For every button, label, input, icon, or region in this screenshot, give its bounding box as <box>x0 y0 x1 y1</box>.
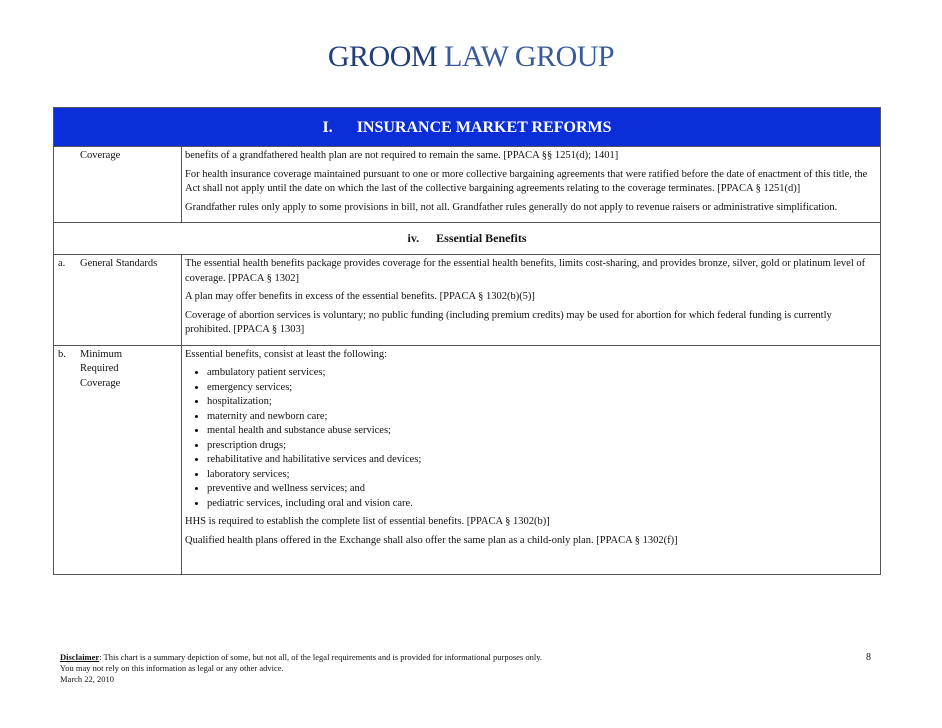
list-item: • mental health and substance abuse services; <box>207 424 874 439</box>
summary-table <box>53 107 881 575</box>
page-number: 8 <box>866 652 871 663</box>
paragraph: Grandfather rules only apply to some provisions in bill, not all. Grandfather rules generally do not apply to revenue raisers or administrative simplification. <box>185 201 838 213</box>
logo-part2: LAW GROUP <box>444 40 615 73</box>
row-content-cell <box>182 147 880 222</box>
list-item: • laboratory services; <box>207 468 874 483</box>
paragraph: HHS is required to establish the complete list of essential benefits. [PPACA § 1302(b)] <box>185 516 550 527</box>
list-item: • ambulatory patient services; <box>207 366 874 381</box>
paragraph: Qualified health plans offered in the Exchange shall also offer the same plan as a child-only plan. [PPACA § 1302(f)] <box>185 534 678 546</box>
section-title: INSURANCE MARKET REFORMS <box>356 119 612 136</box>
table-row-coverage <box>54 147 880 223</box>
subsection-title: Essential Benefits <box>436 231 527 245</box>
list-item: • preventive and wellness services; and <box>207 482 874 497</box>
disclaimer-text: : This chart is a summary depiction of some, but not all, of the legal requirements and is provided for informational purposes only. <box>99 652 543 662</box>
footer <box>60 652 760 685</box>
section-numeral: I. <box>322 119 333 136</box>
disclaimer-line <box>60 652 760 663</box>
paragraph: Essential benefits, consist at least the following: <box>185 348 388 360</box>
table-row-minimum-required-coverage <box>54 346 880 574</box>
paragraph: benefits of a grandfathered health plan are not required to remain the same. [PPACA §§ 1251(d); 1401] <box>185 150 619 161</box>
paragraph: A plan may offer benefits in excess of the essential benefits. [PPACA § 1302(b)(5)] <box>185 291 535 302</box>
row-label: General Standards <box>80 258 158 269</box>
subsection-numeral: iv. <box>407 231 420 245</box>
row-label: Coverage <box>80 150 121 161</box>
paragraph: For health insurance coverage maintained pursuant to one or more collective bargaining agreements that were ratified before the date of enactment of this title, the Act shall not apply until the date on which the last of the collective bargaining agreements relating to the coverage terminates. [PPACA § 1251(d)] <box>185 168 868 194</box>
row-letter: a. <box>58 258 66 269</box>
subsection-header <box>54 223 880 255</box>
disclaimer-label: Disclaimer <box>60 652 100 662</box>
footer-line2: You may not rely on this information as legal or any other advice. <box>60 663 284 673</box>
groom-law-group-logo <box>0 40 942 74</box>
row-letter: b. <box>58 348 66 360</box>
row-content-cell <box>182 346 880 574</box>
logo-part1: GROOM <box>327 40 438 73</box>
essential-benefits-list <box>185 366 874 511</box>
row-label: Minimum Required Coverage <box>80 348 123 389</box>
row-label-cell <box>54 255 182 345</box>
row-content-cell <box>182 255 880 345</box>
paragraph: Coverage of abortion services is voluntary; no public funding (including premium credits) may be used for abortion for which federal funding is currently prohibited. [PPACA § 1303] <box>185 309 832 335</box>
list-item: • rehabilitative and habilitative services and devices; <box>207 453 874 468</box>
row-label-cell <box>54 147 182 222</box>
section-header <box>54 108 880 147</box>
paragraph: The essential health benefits package provides coverage for the essential health benefits, limits cost-sharing, and provides bronze, silver, gold or platinum level of coverage. [PPACA § 1302] <box>185 258 866 284</box>
list-item: • pediatric services, including oral and vision care. <box>207 497 874 512</box>
list-item: • maternity and newborn care; <box>207 410 874 425</box>
list-item: • prescription drugs; <box>207 439 874 454</box>
row-label-cell <box>54 346 182 574</box>
footer-date: March 22, 2010 <box>60 674 115 684</box>
list-item: • emergency services; <box>207 381 874 396</box>
list-item: • hospitalization; <box>207 395 874 410</box>
table-row-general-standards <box>54 255 880 346</box>
